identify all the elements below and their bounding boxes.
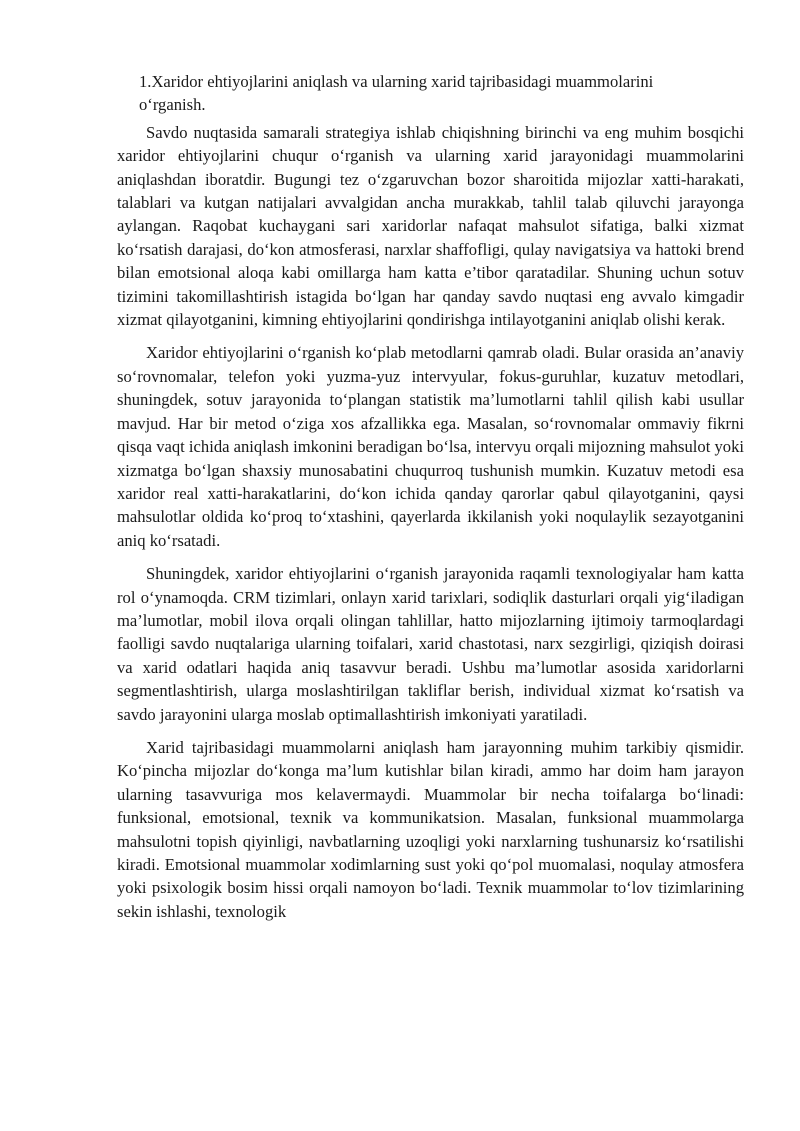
section-heading: 1.Xaridor ehtiyojlarini aniqlash va ularning xarid tajribasidagi muammolarini o‘rganish. [139, 72, 654, 115]
paragraph-2: Xaridor ehtiyojlarini o‘rganish ko‘plab metodlarni qamrab oladi. Bular orasida an’anaviy so‘rovnomalar, telefon yoki yuzma-yuz intervyular, fokus-guruhlar, kuzatuv metodlari, shuningdek, sotuv jarayonida to‘plangan statistik ma’lumotlarni tahlil qilish kabi usullar mavjud. Har bir metod o‘ziga xos afzallikka ega. Masalan, so‘rovnomalar ommaviy fikrni qisqa vaqt ichida aniqlash imkonini beradigan bo‘lsa, intervyu orqali mijozning mahsulot yoki xizmatga bo‘lgan shaxsiy munosabatini chuqurroq tushunish mumkin. Kuzatuv metodi esa xaridor real xatti-harakatlarini, do‘kon ichida qanday qarorlar qabul qilayotganini, qaysi mahsulotlar oldida ko‘proq to‘xtashini, qayerlarda ikkilanish yoki noqulaylik sezayotganini aniq ko‘rsatadi. [117, 343, 744, 550]
paragraph-3: Shuningdek, xaridor ehtiyojlarini o‘rganish jarayonida raqamli texnologiyalar ham katta rol o‘ynamoqda. CRM tizimlari, onlayn xarid tarixlari, sodiqlik dasturlari orqali yig‘iladigan ma’lumotlar, mobil ilova orqali olingan tahlillar, hatto mijozlarning ijtimoiy tarmoqlardagi faolligi savdo nuqtalariga ularning toifalari, xarid chastotasi, narx sezgirligi, qiziqish doirasi va xarid odatlari haqida aniq tasavvur beradi. Ushbu ma’lumotlar asosida xaridorlarni segmentlashtirish, ularga moslashtirilgan takliflar berish, individual xizmat ko‘rsatish va savdo jarayonini ularga moslab optimallashtirish imkoniyati yaratiladi. [117, 564, 744, 724]
paragraph-4: Xarid tajribasidagi muammolarni aniqlash ham jarayonning muhim tarkibiy qismidir. Ko‘pincha mijozlar do‘konga ma’lum kutishlar bilan kiradi, ammo har doim ham jarayon ularning tasavvuriga mos kelavermaydi. Muammolar bir necha toifalarga bo‘linadi: funksional, emotsional, texnik va kommunikatsion. Masalan, funksional muammolarga mahsulotni topish qiyinligi, navbatlarning uzoqligi yoki narxlarning tushunarsiz ko‘rsatilishi kiradi. Emotsional muammolar xodimlarning sust yoki qo‘pol muomalasi, noqulay atmosfera yoki psixologik bosim hissi orqali namoyon bo‘ladi. Texnik muammolar to‘lov tizimlarining sekin ishlashi, texnologik [117, 737, 744, 921]
paragraph-1: Savdo nuqtasida samarali strategiya ishlab chiqishning birinchi va eng muhim bosqichi xaridor ehtiyojlarini chuqur o‘rganish va ularning xarid jarayonidagi muammolarini aniqlashdan iboratdir. Bugungi tez o‘zgaruvchan bozor sharoitida mijozlar xatti-harakati, talablari va kutgan natijalari avvalgidan ancha murakkab, tahlil talab qiluvchi jarayonga aylangan. Raqobat kuchaygani sari xaridorlar nafaqat mahsulot sifatiga, balki xizmat ko‘rsatish darajasi, do‘kon atmosferasi, narxlar shaffofligi, qulay navigatsiya va hattoki brend bilan emotsional aloqa kabi omillarga ham katta e’tibor qaratadilar. Shuning uchun sotuv tizimini takomillashtirish istagida bo‘lgan har qanday savdo nuqtasi eng avvalo kimgadir xizmat qilayotganini, kimning ehtiyojlarini qondirishga intilayotganini aniqlab olishi kerak. [117, 122, 744, 330]
